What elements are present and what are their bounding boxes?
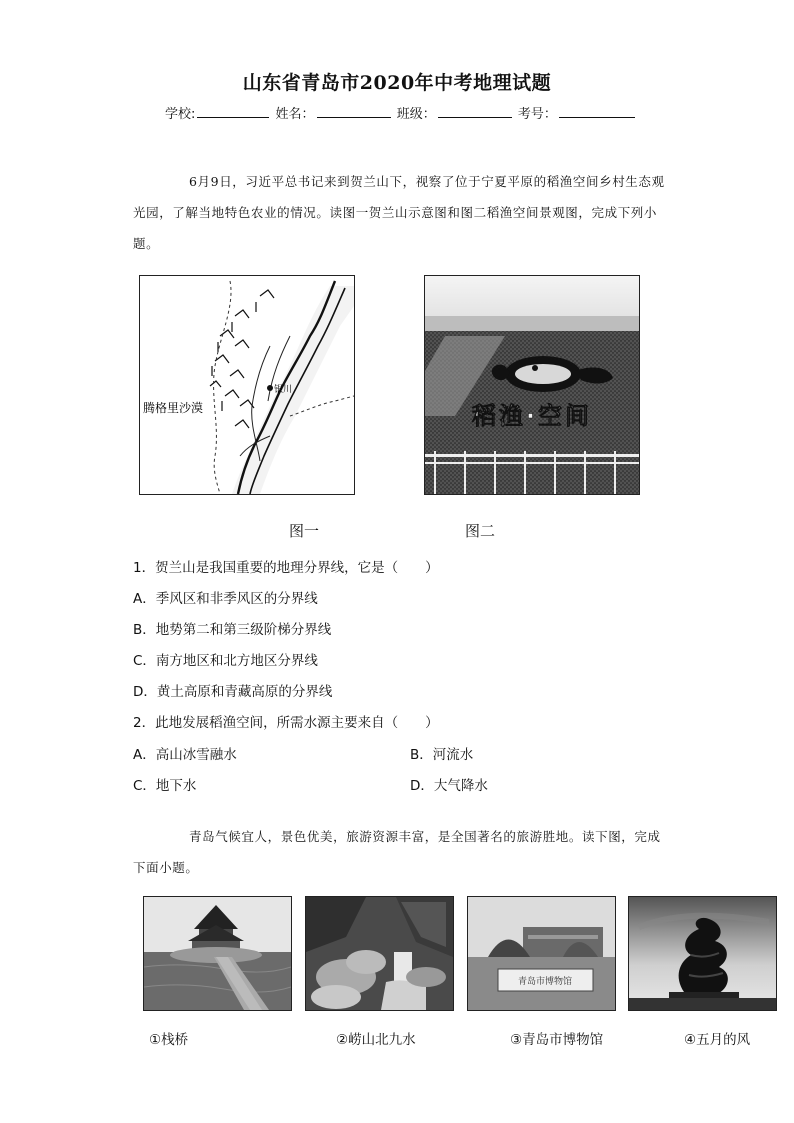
exam-no-label: 考号： — [517, 107, 557, 122]
figure-1-caption: 图一 — [289, 522, 320, 540]
photo-caption-4: ④五月的风 — [684, 1032, 751, 1048]
museum-photo — [467, 896, 616, 1011]
passage-1: 6月9日，习近平总书记来到贺兰山下，视察了位于宁夏平原的稻渔空间乡村生态观光园，了解当地特色农业的情况。读图一贺兰山示意图和图二稻渔空间景观图，完成下列小题。 — [133, 174, 665, 251]
question-1-option-b[interactable]: B．地势第二和第三级阶梯分界线 — [133, 622, 332, 638]
question-2-option-c[interactable]: C．地下水 — [133, 778, 197, 794]
map-city-label: 银川 — [274, 385, 293, 395]
photo-caption-3: ③青岛市博物馆 — [510, 1032, 604, 1048]
photo-caption-2: ②崂山北九水 — [336, 1032, 416, 1048]
photo-caption-1: ①栈桥 — [149, 1032, 189, 1048]
question-1-option-d[interactable]: D．黄土高原和青藏高原的分界线 — [133, 684, 333, 700]
class-field[interactable] — [438, 105, 512, 118]
question-1-option-c[interactable]: C．南方地区和北方地区分界线 — [133, 653, 318, 669]
school-field[interactable] — [197, 105, 269, 118]
question-2-option-d[interactable]: D．大气降水 — [410, 778, 488, 794]
may-wind-photo — [628, 896, 777, 1011]
student-info-line — [165, 103, 637, 122]
museum-sign-text: 青岛市博物馆 — [517, 977, 573, 987]
question-1-stem: 1．贺兰山是我国重要的地理分界线，它是（ ） — [133, 560, 439, 576]
question-2-stem: 2．此地发展稻渔空间，所需水源主要来自（ ） — [133, 715, 439, 731]
rice-fish-photo — [424, 275, 640, 495]
passage-2: 青岛气候宜人，景色优美，旅游资源丰富，是全国著名的旅游胜地。读下图，完成下面小题。 — [133, 829, 661, 875]
name-field[interactable] — [317, 105, 391, 118]
figure-2-caption: 图二 — [465, 522, 496, 540]
exam-no-field[interactable] — [559, 105, 635, 118]
desert-label: 腾格里沙漠 — [143, 401, 204, 415]
class-label: 班级： — [396, 107, 436, 122]
question-1-option-a[interactable]: A．季风区和非季风区的分界线 — [133, 591, 318, 607]
page-title: 山东省青岛市2020年中考地理试题 — [242, 72, 552, 94]
photo-sign-text: 稻渔·空间 — [471, 402, 593, 430]
question-2-option-a[interactable]: A．高山冰雪融水 — [133, 747, 237, 763]
name-label: 姓名： — [275, 107, 315, 122]
helan-mountain-map — [139, 275, 355, 495]
school-label: 学校: — [165, 107, 196, 122]
laoshan-photo — [305, 896, 454, 1011]
question-2-option-b[interactable]: B．河流水 — [410, 747, 474, 763]
zhanqiao-photo — [143, 896, 292, 1011]
